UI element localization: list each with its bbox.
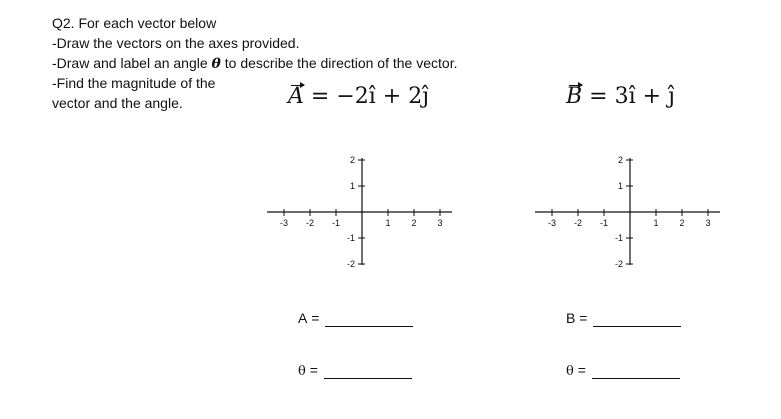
axes-b-y-tick-label: 2 [617, 155, 623, 165]
vector-b-equals: = [589, 84, 608, 109]
axes-b-x-tick-label: -2 [573, 218, 583, 228]
angle-b-label: θ [566, 364, 574, 379]
angle-b-blank[interactable] [592, 378, 680, 379]
angle-a-equals: = [309, 362, 318, 378]
vector-a-symbol: A [288, 84, 304, 109]
vector-b-equation [566, 84, 675, 109]
vector-a-equation [288, 84, 429, 109]
instruction-vector-angle: vector and the angle. [52, 95, 183, 111]
angle-b-equals: = [577, 362, 586, 378]
axes-a-y-tick-label: -1 [346, 233, 355, 243]
vector-b-expression: 3î + ĵ [614, 84, 675, 109]
axes-b-y-tick-label: -2 [614, 259, 623, 269]
magnitude-b-blank[interactable] [593, 326, 681, 327]
axes-b-x-tick-label: -3 [547, 218, 557, 228]
angle-a-answer [298, 362, 412, 379]
axes-b-x-tick-label: 3 [705, 218, 711, 228]
magnitude-a-answer [298, 310, 413, 327]
axes-b-y-tick-label: -1 [614, 233, 623, 243]
magnitude-a-label: A [298, 310, 308, 326]
angle-b-answer [566, 362, 680, 379]
axes-a-y-tick-label: 2 [349, 155, 355, 165]
axes-a-x-tick-label: -1 [331, 218, 341, 228]
axes-a-x-tick-label: 2 [411, 218, 417, 228]
axes-b-x-tick-label: 1 [653, 218, 659, 228]
instruction-find-magnitude: -Find the magnitude of the [52, 75, 216, 91]
axes-a-y-tick-label: -2 [346, 259, 355, 269]
axes-b-y-tick-label: 1 [617, 181, 623, 191]
axes-b-x-tick-label: -1 [599, 218, 609, 228]
vector-a-equals: = [310, 84, 330, 109]
axes-a-x-tick-label: 1 [385, 218, 391, 228]
axes-b[interactable] [530, 155, 730, 275]
instruction-draw-angle-end: to describe the direction of the vector. [220, 55, 458, 71]
question-title: Q2. For each vector below [52, 15, 217, 31]
axes-a-x-tick-label: -3 [279, 218, 289, 228]
axes-a[interactable] [262, 155, 462, 275]
axes-a-x-tick-label: 3 [437, 218, 443, 228]
axes-a-y-tick-label: 1 [349, 181, 355, 191]
vector-b-symbol: B [566, 84, 583, 109]
theta-symbol: θ [211, 56, 221, 72]
axes-b-x-tick-label: 2 [679, 218, 685, 228]
angle-a-blank[interactable] [324, 378, 412, 379]
magnitude-b-answer [566, 310, 681, 327]
instruction-draw-vectors: -Draw the vectors on the axes provided. [52, 35, 300, 51]
magnitude-a-blank[interactable] [325, 326, 413, 327]
axes-a-x-tick-label: -2 [305, 218, 315, 228]
magnitude-b-equals: = [579, 310, 588, 326]
instruction-draw-angle [52, 53, 457, 74]
magnitude-a-equals: = [311, 310, 320, 326]
magnitude-b-label: B [566, 310, 576, 326]
angle-a-label: θ [298, 364, 306, 379]
vector-a-expression: −2î + 2ĵ [336, 84, 430, 109]
instruction-draw-angle-start: -Draw and label an angle [52, 55, 212, 71]
